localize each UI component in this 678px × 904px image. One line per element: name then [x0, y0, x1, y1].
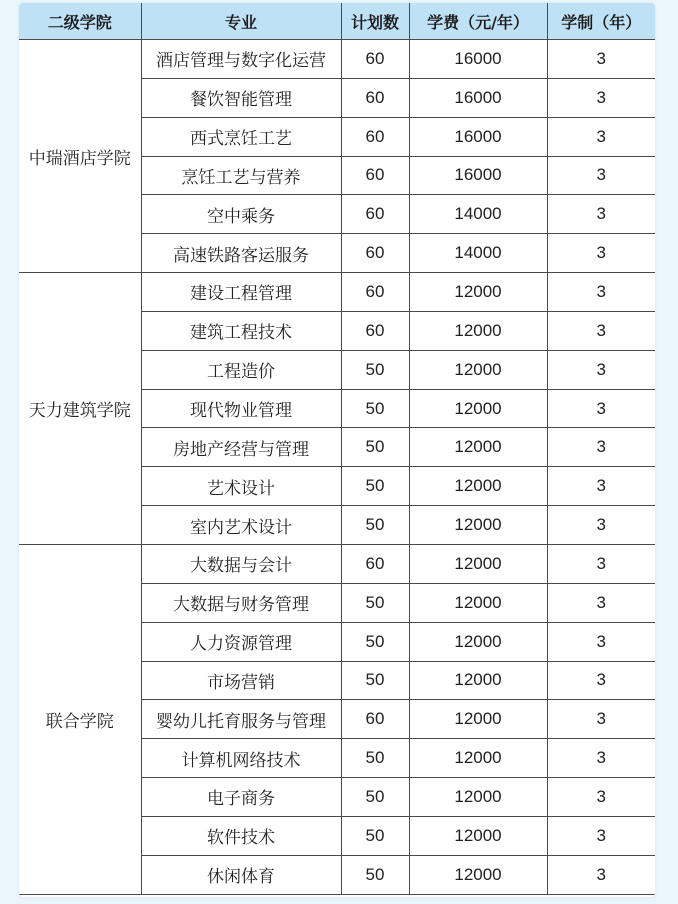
college-cell: 天力建筑学院 — [19, 273, 141, 545]
plan-cell: 50 — [341, 389, 409, 428]
duration-cell: 3 — [547, 78, 655, 117]
plan-cell: 60 — [341, 273, 409, 312]
major-cell: 人力资源管理 — [141, 622, 341, 661]
header-row — [19, 3, 655, 40]
header-major: 专业 — [141, 3, 341, 40]
plan-cell: 60 — [341, 311, 409, 350]
duration-cell: 3 — [547, 855, 655, 894]
enrollment-table-frame — [19, 3, 655, 897]
major-cell: 室内艺术设计 — [141, 506, 341, 545]
major-cell: 计算机网络技术 — [141, 739, 341, 778]
tuition-cell: 12000 — [409, 816, 547, 855]
table-row — [19, 273, 655, 312]
table-row — [19, 544, 655, 583]
major-cell: 餐饮智能管理 — [141, 78, 341, 117]
duration-cell: 3 — [547, 544, 655, 583]
plan-cell: 50 — [341, 506, 409, 545]
header-college: 二级学院 — [19, 3, 141, 40]
duration-cell: 3 — [547, 661, 655, 700]
major-cell: 西式烹饪工艺 — [141, 117, 341, 156]
table-body — [19, 40, 655, 895]
duration-cell: 3 — [547, 622, 655, 661]
major-cell: 工程造价 — [141, 350, 341, 389]
plan-cell: 50 — [341, 855, 409, 894]
duration-cell: 3 — [547, 156, 655, 195]
tuition-cell: 16000 — [409, 40, 547, 79]
plan-cell: 60 — [341, 195, 409, 234]
tuition-cell: 12000 — [409, 428, 547, 467]
duration-cell: 3 — [547, 350, 655, 389]
major-cell: 高速铁路客运服务 — [141, 234, 341, 273]
duration-cell: 3 — [547, 234, 655, 273]
duration-cell: 3 — [547, 311, 655, 350]
major-cell: 房地产经营与管理 — [141, 428, 341, 467]
plan-cell: 50 — [341, 428, 409, 467]
header-tuition: 学费（元/年） — [409, 3, 547, 40]
plan-cell: 50 — [341, 350, 409, 389]
plan-cell: 50 — [341, 778, 409, 817]
tuition-cell: 14000 — [409, 234, 547, 273]
duration-cell: 3 — [547, 117, 655, 156]
header-duration: 学制（年） — [547, 3, 655, 40]
tuition-cell: 12000 — [409, 661, 547, 700]
plan-cell: 50 — [341, 583, 409, 622]
tuition-cell: 12000 — [409, 855, 547, 894]
table-row — [19, 40, 655, 79]
tuition-cell: 12000 — [409, 273, 547, 312]
tuition-cell: 16000 — [409, 156, 547, 195]
major-cell: 现代物业管理 — [141, 389, 341, 428]
tuition-cell: 16000 — [409, 117, 547, 156]
plan-cell: 60 — [341, 117, 409, 156]
enrollment-table — [19, 3, 655, 895]
plan-cell: 50 — [341, 739, 409, 778]
major-cell: 大数据与财务管理 — [141, 583, 341, 622]
major-cell: 建设工程管理 — [141, 273, 341, 312]
tuition-cell: 12000 — [409, 739, 547, 778]
tuition-cell: 12000 — [409, 622, 547, 661]
duration-cell: 3 — [547, 739, 655, 778]
duration-cell: 3 — [547, 778, 655, 817]
duration-cell: 3 — [547, 583, 655, 622]
major-cell: 软件技术 — [141, 816, 341, 855]
plan-cell: 60 — [341, 78, 409, 117]
duration-cell: 3 — [547, 40, 655, 79]
tuition-cell: 12000 — [409, 583, 547, 622]
college-cell: 中瑞酒店学院 — [19, 40, 141, 273]
tuition-cell: 12000 — [409, 506, 547, 545]
table-header — [19, 3, 655, 40]
plan-cell: 50 — [341, 816, 409, 855]
plan-cell: 50 — [341, 467, 409, 506]
duration-cell: 3 — [547, 700, 655, 739]
duration-cell: 3 — [547, 467, 655, 506]
plan-cell: 60 — [341, 40, 409, 79]
major-cell: 市场营销 — [141, 661, 341, 700]
plan-cell: 60 — [341, 234, 409, 273]
major-cell: 烹饪工艺与营养 — [141, 156, 341, 195]
college-cell: 联合学院 — [19, 544, 141, 894]
tuition-cell: 12000 — [409, 778, 547, 817]
tuition-cell: 12000 — [409, 389, 547, 428]
major-cell: 大数据与会计 — [141, 544, 341, 583]
tuition-cell: 16000 — [409, 78, 547, 117]
tuition-cell: 12000 — [409, 311, 547, 350]
tuition-cell: 12000 — [409, 544, 547, 583]
major-cell: 空中乘务 — [141, 195, 341, 234]
major-cell: 电子商务 — [141, 778, 341, 817]
plan-cell: 50 — [341, 661, 409, 700]
duration-cell: 3 — [547, 389, 655, 428]
tuition-cell: 12000 — [409, 350, 547, 389]
plan-cell: 60 — [341, 700, 409, 739]
major-cell: 艺术设计 — [141, 467, 341, 506]
major-cell: 休闲体育 — [141, 855, 341, 894]
tuition-cell: 14000 — [409, 195, 547, 234]
major-cell: 建筑工程技术 — [141, 311, 341, 350]
plan-cell: 60 — [341, 544, 409, 583]
major-cell: 酒店管理与数字化运营 — [141, 40, 341, 79]
duration-cell: 3 — [547, 273, 655, 312]
header-plan: 计划数 — [341, 3, 409, 40]
plan-cell: 60 — [341, 156, 409, 195]
duration-cell: 3 — [547, 816, 655, 855]
duration-cell: 3 — [547, 506, 655, 545]
major-cell: 婴幼儿托育服务与管理 — [141, 700, 341, 739]
tuition-cell: 12000 — [409, 700, 547, 739]
duration-cell: 3 — [547, 195, 655, 234]
tuition-cell: 12000 — [409, 467, 547, 506]
plan-cell: 50 — [341, 622, 409, 661]
duration-cell: 3 — [547, 428, 655, 467]
